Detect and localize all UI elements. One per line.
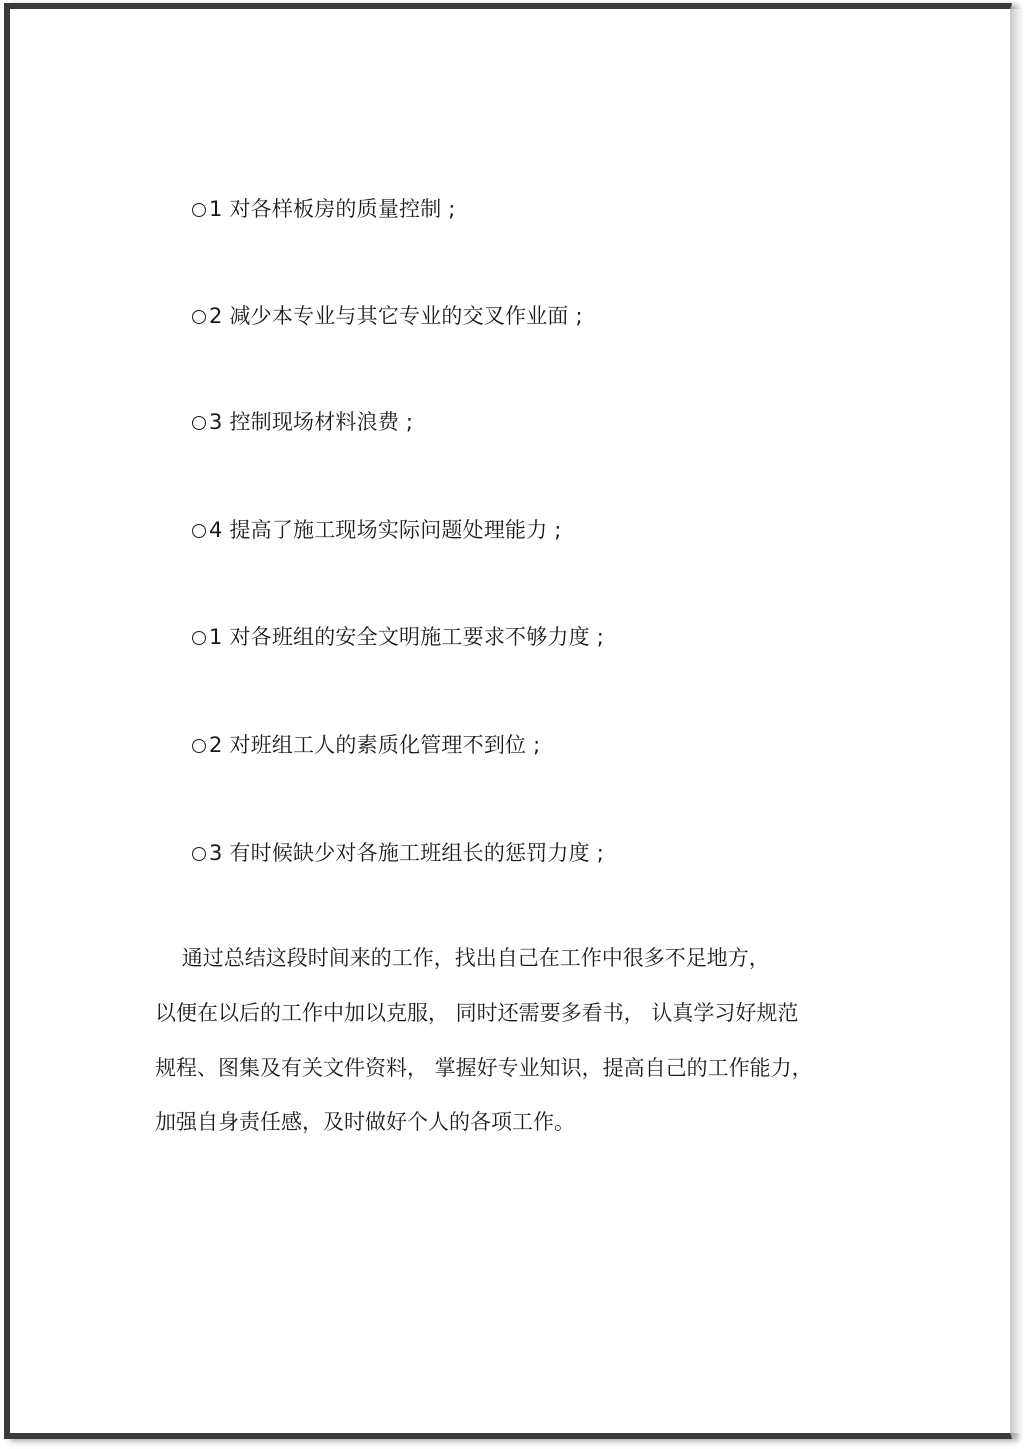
- item-text: 控制现场材料浪费 ;: [222, 410, 414, 434]
- list-item: [192, 409, 413, 435]
- circle-bullet-icon: [192, 310, 206, 324]
- item-text: 对各样板房的质量控制 ;: [222, 197, 456, 221]
- item-number: 4: [209, 518, 223, 542]
- circle-bullet-icon: [192, 203, 206, 217]
- summary-line: 规程、图集及有关文件资料， 掌握好专业知识，提高自己的工作能力，: [155, 1056, 813, 1080]
- item-text: 减少本专业与其它专业的交叉作业面 ;: [222, 304, 583, 328]
- item-text: 有时候缺少对各施工班组长的惩罚力度 ;: [222, 841, 604, 865]
- list-item: [192, 517, 562, 543]
- list-item: [192, 732, 540, 758]
- summary-line: 以便在以后的工作中加以克服， 同时还需要多看书， 认真学习好规范: [155, 1001, 799, 1025]
- item-number: 3: [209, 410, 223, 434]
- circle-bullet-icon: [192, 847, 206, 861]
- item-text: 对班组工人的素质化管理不到位 ;: [222, 733, 541, 757]
- circle-bullet-icon: [192, 416, 206, 430]
- item-text: 对各班组的安全文明施工要求不够力度 ;: [222, 625, 604, 649]
- circle-bullet-icon: [192, 739, 206, 753]
- summary-line: 通过总结这段时间来的工作，找出自己在工作中很多不足地方，: [155, 946, 770, 970]
- summary-line: 加强自身责任感，及时做好个人的各项工作。: [155, 1110, 575, 1134]
- list-item: [192, 196, 456, 222]
- item-number: 1: [209, 625, 223, 649]
- list-item: [192, 303, 583, 329]
- item-number: 1: [209, 197, 223, 221]
- list-item: [192, 624, 604, 650]
- circle-bullet-icon: [192, 524, 206, 538]
- item-number: 2: [209, 304, 223, 328]
- item-number: 2: [209, 733, 223, 757]
- circle-bullet-icon: [192, 631, 206, 645]
- list-item: [192, 840, 604, 866]
- item-number: 3: [209, 841, 223, 865]
- document-page: [4, 3, 1012, 1439]
- item-text: 提高了施工现场实际问题处理能力 ;: [222, 518, 562, 542]
